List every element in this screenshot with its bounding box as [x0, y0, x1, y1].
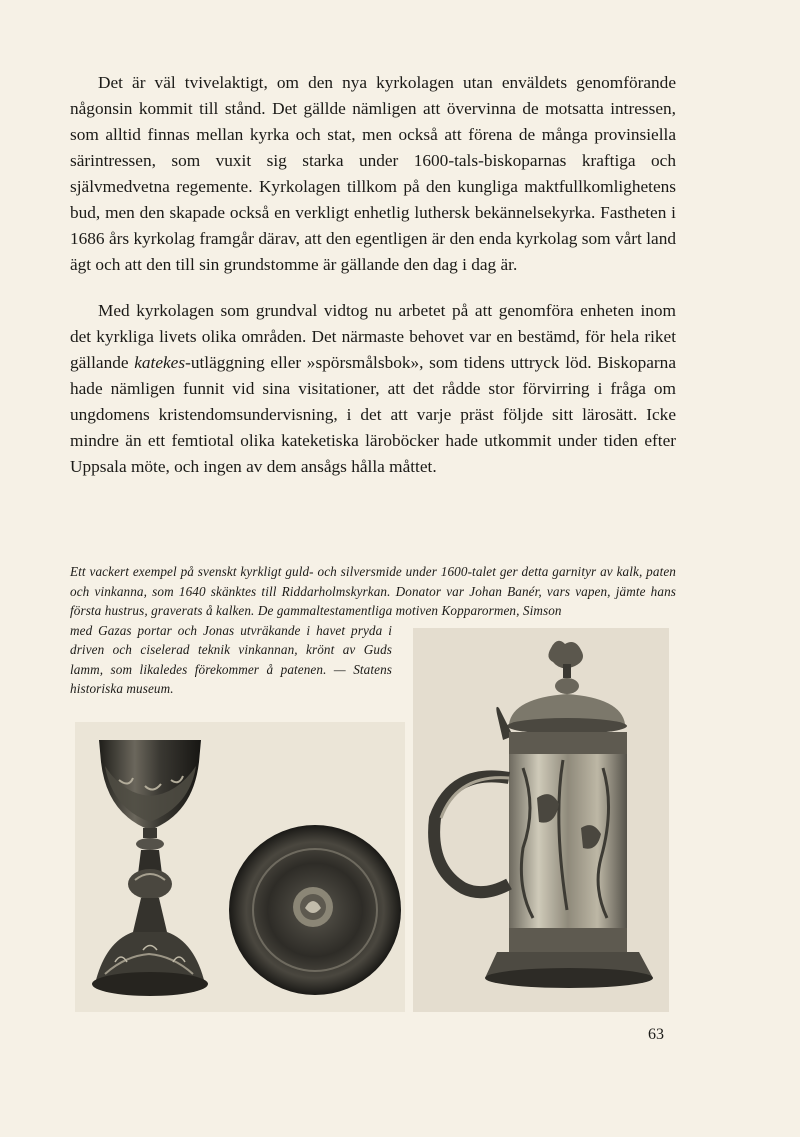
photo-wine-flagon: [413, 628, 669, 1012]
paragraph-2-italic-word: katekes: [134, 353, 186, 372]
body-text: [70, 70, 676, 480]
caption-wide: Ett vackert exempel på svenskt kyrkligt guld- och silversmide under 1600-talet ger detta garnityr av kalk, paten och vinkanna, som 1640 skänktes till Riddarholmskyrkan. Donator var Johan Banér, vars vapen, jämte hans första hustrus, graverats å kalken. De gammaltestamentliga motiven Kopparormen, Simson: [70, 564, 676, 618]
chalice-paten-illustration: [75, 722, 405, 1012]
caption-narrow: med Gazas portar och Jonas utvräkande i havet pryda i driven och ciselerad teknik vinkannan, krönt av Guds lamm, som likaledes förekommer å patenen. — Statens historiska museum.: [70, 622, 392, 696]
page-number: 63: [648, 1026, 664, 1043]
paragraph-2-start: Med kyrkolagen som grundval vidtog nu arbetet på att genomföra enheten inom det kyrkliga livets olika områden. Det närmaste behovet var en bestämd, för hela riket gällande: [70, 301, 676, 372]
photo-chalice-and-paten: [75, 722, 405, 1012]
paten: [229, 825, 401, 995]
paragraph-1: Det är väl tvivelaktigt, om den nya kyrkolagen utan enväldets genomförande någonsin kommit till stånd. Det gällde nämligen att övervinna de motsatta intressen, som alltid finnas mellan kyrka och stat, men också att förena de många provinsiella särintressen, som vuxit sig starka under 1600-tals-biskoparnas kraftiga och självmedvetna regemente. Kyrkolagen tillkom på den kungliga maktfullkomlighetens bud, men den skapade också en verkligt enhetlig luthersk bekännelsekyrka. Fastheten i 1686 års kyrkolag framgår därav, att den egentligen är den enda kyrkolag som vårt land ägt och att den till sin grundstomme är gällande den dag i dag är.: [70, 73, 676, 274]
paragraph-2: [70, 298, 676, 480]
paragraph-2-end: -utläggning eller »spörsmålsbok», som tidens uttryck löd. Biskoparna hade nämligen funnit vid sina visitationer, att det rådde stor förvirring i fråga om ungdomens kristendomsundervisning, i det att varje präst följde sitt lärosätt. Icke mindre än ett femtiotal olika kateketiska läroböcker hade utkommit under tiden efter Uppsala möte, och ingen av dem ansågs hålla måttet.: [70, 353, 676, 476]
flagon-illustration: [413, 628, 669, 1012]
